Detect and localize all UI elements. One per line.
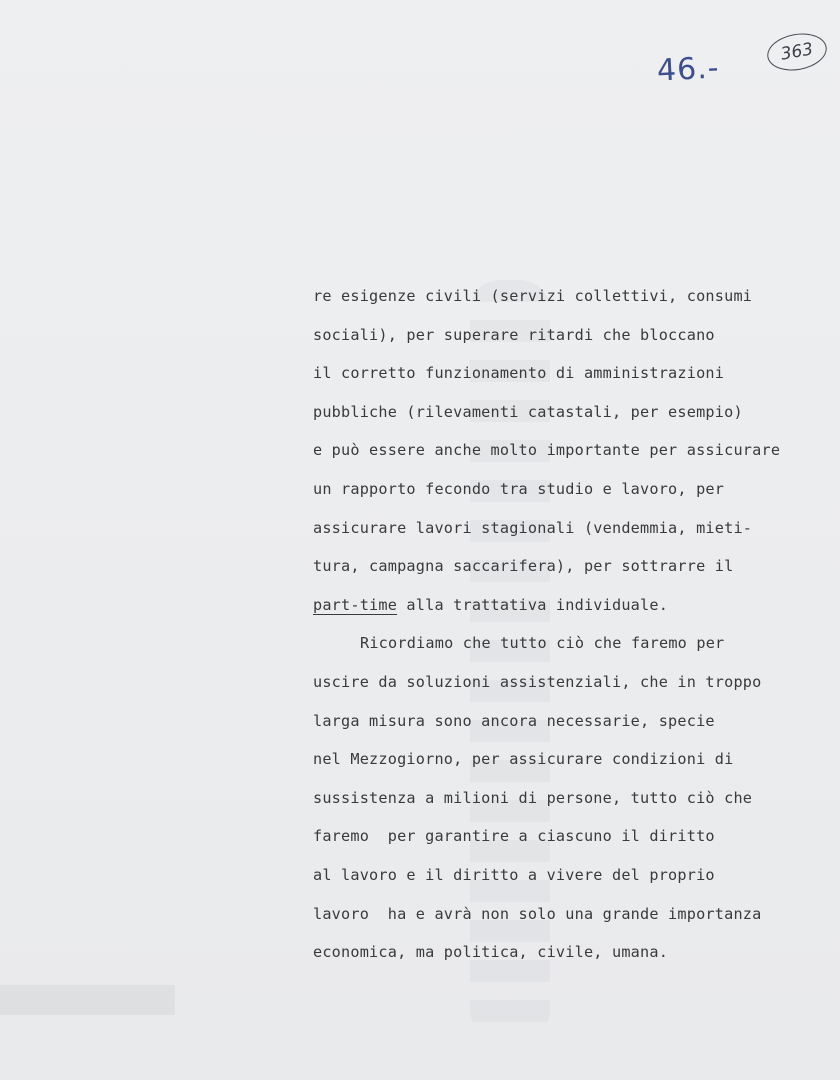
archive-edge-mark — [0, 985, 175, 1015]
text-line: e può essere anche molto importante per assicurare — [313, 441, 781, 460]
text-line: pubbliche (rilevamenti catastali, per esempio) — [313, 402, 743, 421]
text-line: al lavoro e il diritto a vivere del proprio — [313, 865, 715, 884]
text-line: sussistenza a milioni di persone, tutto ciò che — [313, 788, 753, 807]
text-line: sociali), per superare ritardi che bloccano — [313, 325, 715, 344]
circled-stamp-number: 363 — [764, 29, 829, 75]
text-line: tura, campagna saccarifera), per sottrarre il — [313, 557, 734, 576]
text-line: nel Mezzogiorno, per assicurare condizioni di — [313, 750, 734, 769]
text-line-rest: alla trattativa individuale. — [397, 595, 669, 614]
text-line: faremo per garantire a ciascuno il diritto — [313, 827, 715, 846]
text-line: re esigenze civili (servizi collettivi, consumi — [313, 287, 753, 305]
handwritten-page-number: 46.- — [656, 50, 721, 89]
underlined-term: part-time — [313, 595, 398, 614]
text-line: il corretto funzionamento di amministrazioni — [313, 364, 725, 383]
text-line: assicurare lavori stagionali (vendemmia, mieti- — [313, 518, 753, 537]
text-line: larga misura sono ancora necessarie, specie — [313, 711, 715, 730]
text-line: lavoro ha e avrà non solo una grande importanza — [313, 904, 762, 923]
text-line: un rapporto fecondo tra studio e lavoro, per — [313, 479, 725, 498]
text-line: uscire da soluzioni assistenziali, che in troppo — [313, 672, 762, 691]
paragraph-start-line: Ricordiamo che tutto ciò che faremo per — [360, 634, 725, 653]
text-line — [313, 594, 823, 633]
typewritten-body — [313, 285, 823, 980]
text-line: economica, ma politica, civile, umana. — [313, 943, 669, 962]
